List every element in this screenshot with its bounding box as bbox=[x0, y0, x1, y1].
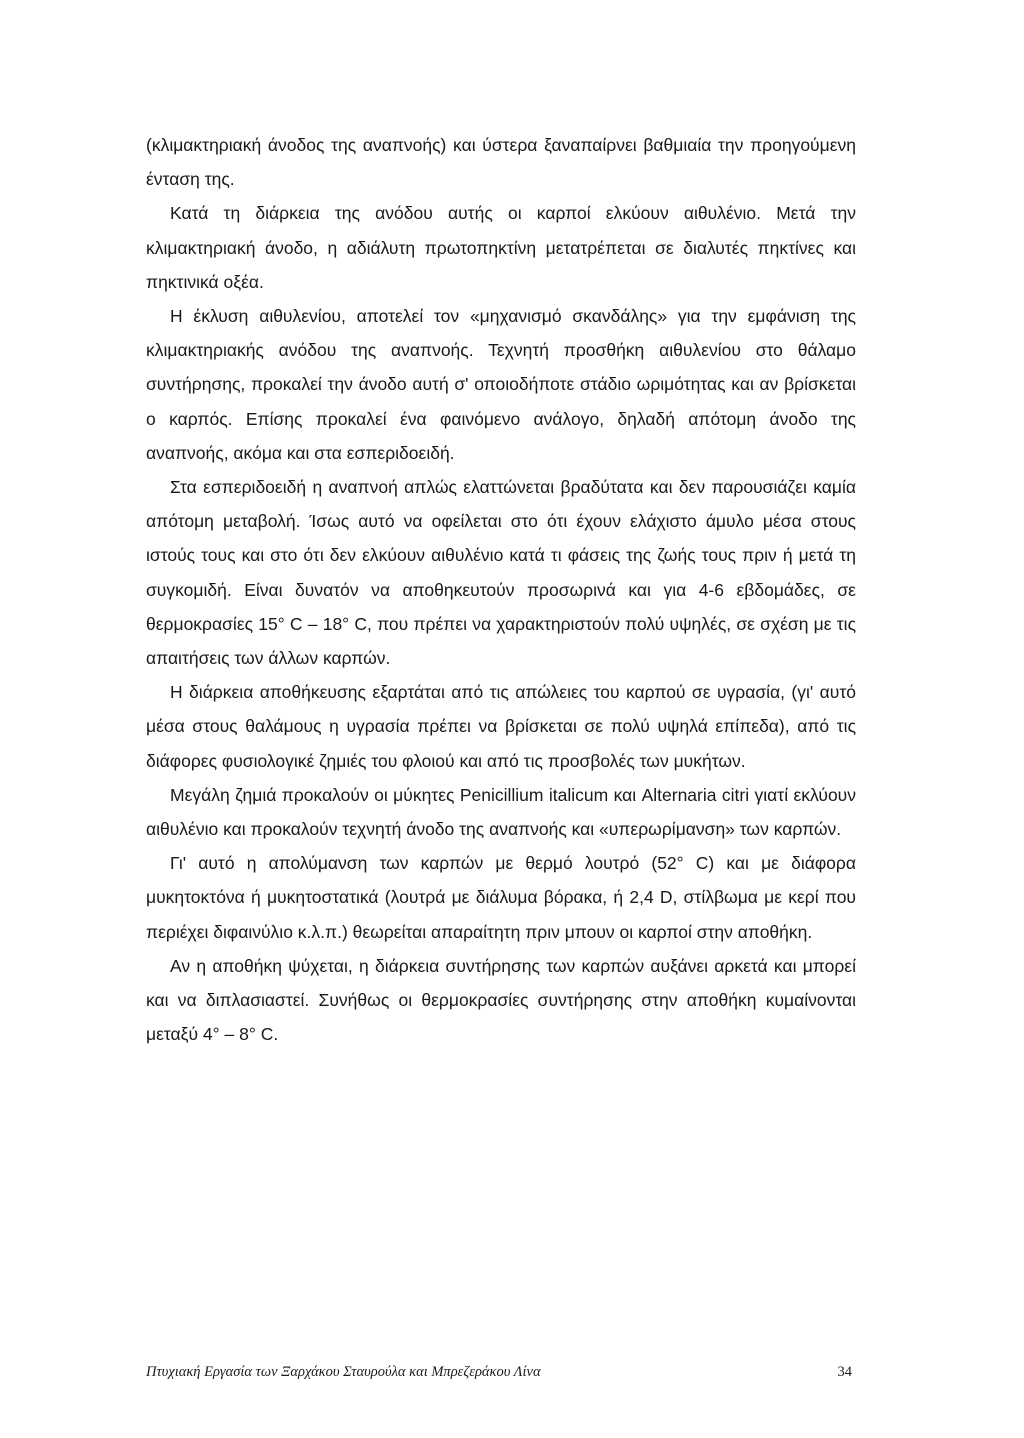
footer-title: Πτυχιακή Εργασία των Ξαρχάκου Σταυρούλα και Μπρεζεράκου Λίνα bbox=[146, 1364, 541, 1380]
paragraph: (κλιμακτηριακή άνοδος της αναπνοής) και ύστερα ξαναπαίρνει βαθμιαία την προηγούμενη ένταση της. bbox=[146, 135, 856, 190]
paragraph: Κατά τη διάρκεια της ανόδου αυτής οι καρποί ελκύουν αιθυλένιο. Μετά την κλιμακτηριακή άνοδο, η αδιάλυτη πρωτοπηκτίνη μετατρέπεται σε διαλυτές πηκτίνες και πηκτινικά οξέα. bbox=[146, 203, 856, 292]
paragraph: Στα εσπεριδοειδή η αναπνοή απλώς ελαττώνεται βραδύτατα και δεν παρουσιάζει καμία απότομη μεταβολή. Ίσως αυτό να οφείλεται στο ότι έχουν ελάχιστο άμυλο μέσα στους ιστούς τους και στο ότι δεν ελκύουν αιθυλένιο κατά τι φάσεις της ζωής τους πριν ή μετά τη συγκομιδή. Είναι δυνατόν να αποθηκευτούν προσωρινά και για 4-6 εβδομάδες, σε θερμοκρασίες 15° C – 18° C, που πρέπει να χαρακτηριστούν πολύ υψηλές, σε σχέση με τις απαιτήσεις των άλλων καρπών. bbox=[146, 477, 856, 669]
page-footer bbox=[146, 1364, 852, 1388]
paragraph: Αν η αποθήκη ψύχεται, η διάρκεια συντήρησης των καρπών αυξάνει αρκετά και μπορεί και να διπλασιαστεί. Συνήθως οι θερμοκρασίες συντήρησης στην αποθήκη κυμαίνονται μεταξύ 4° – 8° C. bbox=[146, 955, 856, 1045]
paragraph: Η έκλυση αιθυλενίου, αποτελεί τον «μηχανισμό σκανδάλης» για την εμφάνιση της κλιμακτηριακής ανόδου της αναπνοής. Τεχνητή προσθήκη αιθυλενίου στο θάλαμο συντήρησης, προκαλεί την άνοδο αυτή σ' οποιοδήποτε στάδιο ωριμότητας και αν βρίσκεται ο καρπός. Επίσης προκαλεί ένα φαινόμενο ανάλογο, δηλαδή απότομη άνοδο της αναπνοής, ακόμα και στα εσπεριδοειδή. bbox=[146, 306, 856, 463]
paragraph: Γι' αυτό η απολύμανση των καρπών με θερμό λουτρό (52° C) και με διάφορα μυκητοκτόνα ή μυκητοστατικά (λουτρά με διάλυμα βόρακα, ή 2,4 D, στίλβωμα με κερί που περιέχει διφαινύλιο κ.λ.π.) θεωρείται απαραίτητη πριν μπουν οι καρποί στην αποθήκη. bbox=[146, 853, 856, 942]
page-number: 34 bbox=[837, 1364, 852, 1380]
paragraph: Μεγάλη ζημιά προκαλούν οι μύκητες Penicillium italicum και Alternaria citri γιατί εκλύουν αιθυλένιο και προκαλούν τεχνητή άνοδο της αναπνοής και «υπερωρίμανση» των καρπών. bbox=[146, 784, 856, 840]
body-text bbox=[146, 128, 856, 1051]
paragraph: Η διάρκεια αποθήκευσης εξαρτάται από τις απώλειες του καρπού σε υγρασία, (γι' αυτό μέσα στους θαλάμους η υγρασία πρέπει να βρίσκεται σε πολύ υψηλά επίπεδα), από τις διάφορες φυσιολογικέ ζημιές του φλοιού και από τις προσβολές των μυκήτων. bbox=[146, 682, 856, 771]
